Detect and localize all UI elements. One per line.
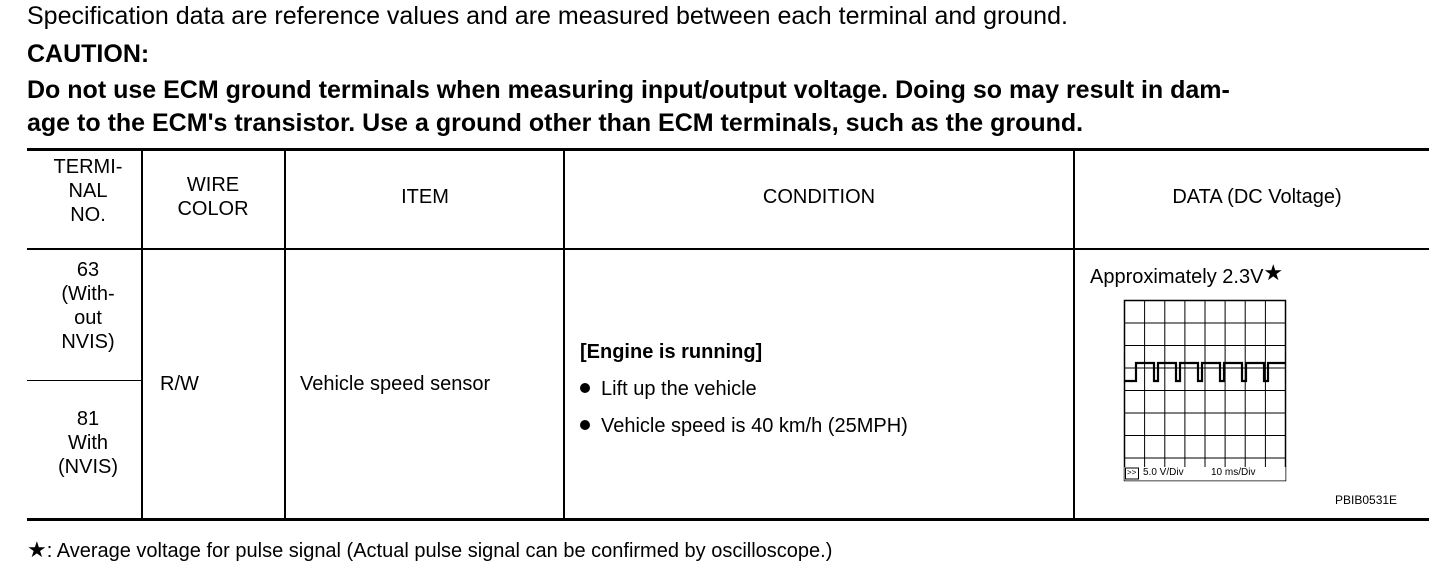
oscilloscope-graph	[1122, 299, 1288, 483]
bullet-icon	[580, 420, 590, 430]
caution-line-2: age to the ECM's transistor. Use a ground other than ECM terminals, such as the ground.	[27, 109, 1084, 137]
header-rule	[27, 248, 1429, 250]
scope-grid	[1125, 301, 1286, 481]
scope-volts-label: 5.0 V/Div	[1143, 467, 1184, 478]
condition-cell	[580, 334, 908, 445]
table-bottom-rule	[27, 518, 1429, 521]
table-top-rule	[27, 148, 1429, 151]
star-icon: ★	[1263, 260, 1284, 285]
figure-id: PBIB0531E	[1335, 493, 1398, 507]
footnote	[27, 537, 832, 563]
intro-text: Specification data are reference values and are measured between each terminal and ground.	[27, 2, 1068, 30]
caution-title: CAUTION:	[27, 40, 150, 68]
condition-item: Vehicle speed is 40 km/h (25MPH)	[580, 408, 908, 445]
bullet-icon	[580, 383, 590, 393]
caution-text	[27, 74, 1230, 140]
footnote-text: : Average voltage for pulse signal (Actual pulse signal can be confirmed by oscilloscope.)	[46, 540, 833, 562]
item-value: Vehicle speed sensor	[300, 373, 491, 395]
header-data: DATA (DC Voltage)	[1172, 186, 1342, 208]
header-terminal-no: TERMI- NAL NO.	[53, 156, 123, 226]
wire-color-value: R/W	[160, 373, 199, 395]
terminal-no-63: 63 (With- out NVIS)	[61, 259, 115, 353]
star-icon: ★	[27, 537, 47, 562]
caution-line-1: Do not use ECM ground terminals when measuring input/output voltage. Doing so may result in dam-	[27, 76, 1230, 104]
scope-mode-label: >>	[1127, 468, 1137, 477]
header-item: ITEM	[401, 186, 449, 208]
condition-title: [Engine is running]	[580, 341, 763, 363]
terminal-split-rule	[27, 380, 142, 381]
data-value: Approximately 2.3V★	[1090, 260, 1284, 288]
terminal-no-81: 81 With (NVIS)	[58, 408, 118, 478]
scope-time-label: 10 ms/Div	[1211, 467, 1256, 478]
header-wire-color: WIRE COLOR	[177, 174, 249, 220]
condition-item: Lift up the vehicle	[580, 371, 908, 408]
header-condition: CONDITION	[762, 186, 876, 208]
